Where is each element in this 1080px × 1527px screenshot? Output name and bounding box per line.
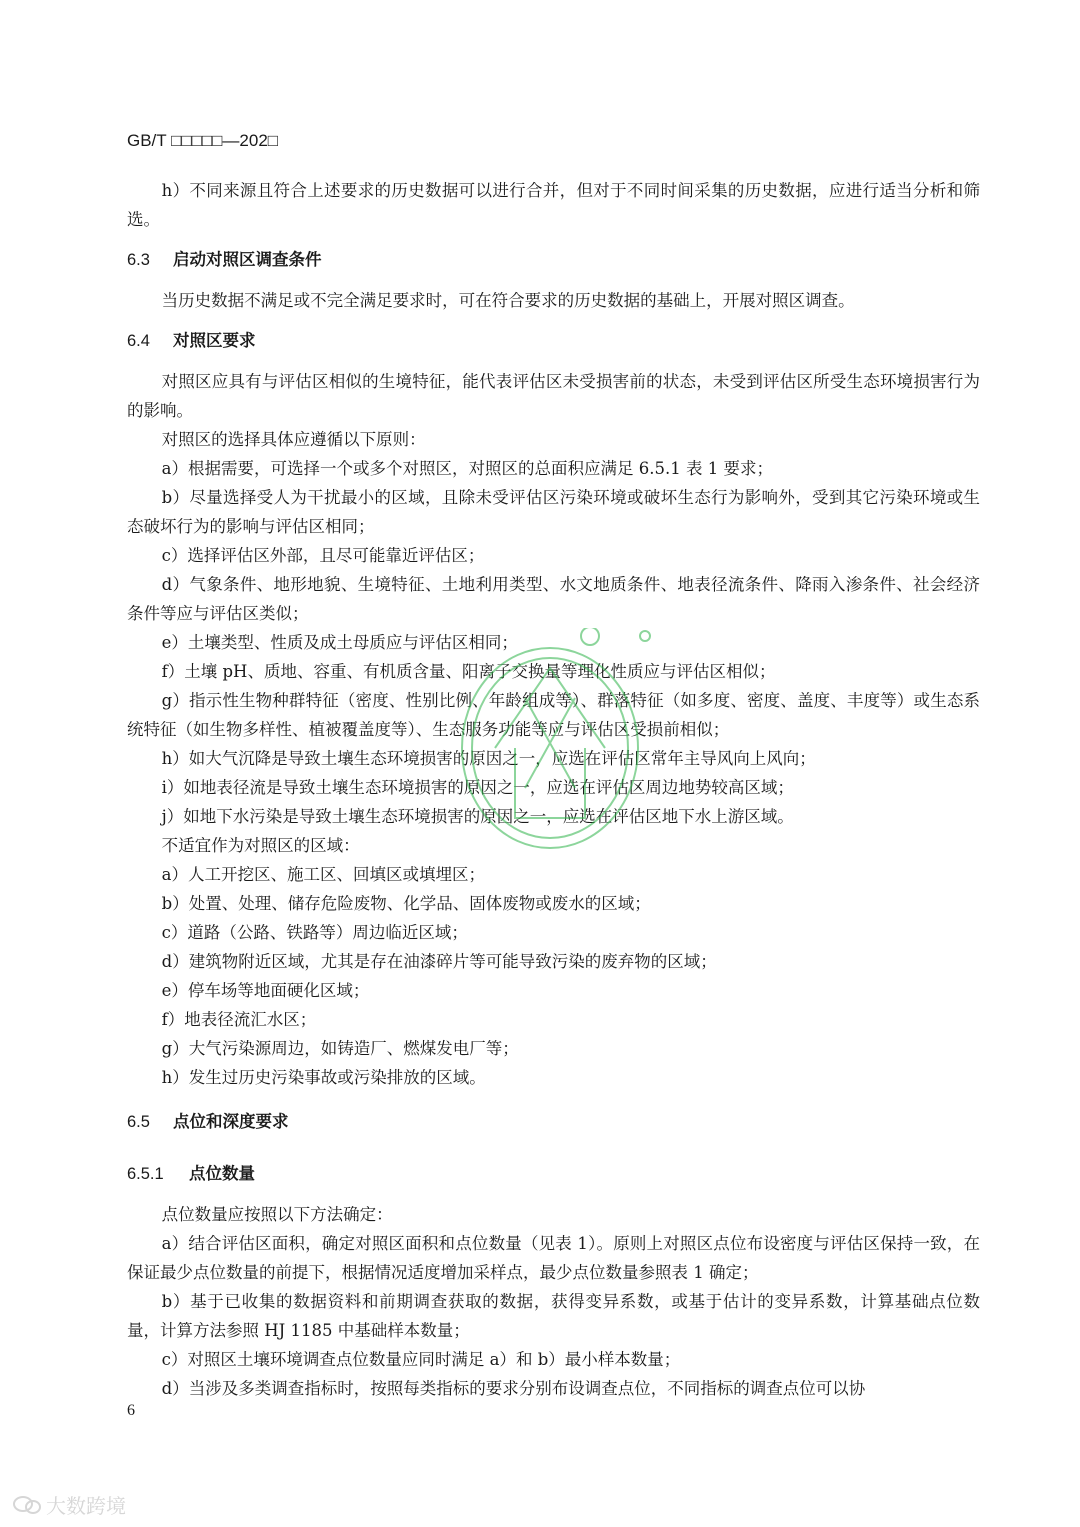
page-body [127,176,980,1403]
chat-bubble-logo-icon [12,1494,42,1516]
list-item: a）人工开挖区、施工区、回填区或填埋区； [161,865,485,884]
list-item: i）如地表径流是导致土壤生态环境损害的原因之一，应选在评估区周边地势较高区域； [161,778,794,797]
watermark-text: 大数跨境 [46,1494,126,1518]
list-item: d）气象条件、地形地貌、生境特征、土地利用类型、水文地质条件、地表径流条件、降雨入渗条件、社会经济条件等应与评估区类似； [127,575,980,623]
page-number: 6 [127,1402,135,1419]
section-6-5-1-heading [127,1159,980,1189]
paragraph-h-merge: h）不同来源且符合上述要求的历史数据可以进行合并，但对于不同时间采集的历史数据，应进行适当分析和筛选。 [127,181,980,229]
watermark [12,1490,126,1519]
section-6-4-intro: 对照区应具有与评估区相似的生境特征，能代表评估区未受损害前的状态，未受到评估区所受生态环境损害行为的影响。 [127,372,980,420]
list-item: b）处置、处理、储存危险废物、化学品、固体废物或废水的区域； [161,894,651,913]
list-item: b）尽量选择受人为干扰最小的区域，且除未受评估区污染环境或破坏生态行为影响外，受到其它污染环境或生态破坏行为的影响与评估区相同； [127,488,980,536]
list-item: f）地表径流汇水区； [161,1010,317,1029]
section-6-4-heading [127,326,980,356]
list-item: d）建筑物附近区域，尤其是存在油漆碎片等可能导致污染的废弃物的区域； [161,952,717,971]
list-item: c）选择评估区外部，且尽可能靠近评估区； [161,546,485,565]
section-6-5-heading [127,1107,980,1137]
section-6-3-heading [127,245,980,275]
section-number: 6.3 [127,251,150,269]
section-title: 点位数量 [189,1164,255,1183]
list-item: j）如地下水污染是导致土壤生态环境损害的原因之一，应选在评估区地下水上游区域。 [161,807,794,826]
section-6-3-body: 当历史数据不满足或不完全满足要求时，可在符合要求的历史数据的基础上，开展对照区调查。 [161,291,855,310]
list-item: e）停车场等地面硬化区域； [161,981,370,1000]
list-item: g）大气污染源周边，如铸造厂、燃煤发电厂等； [161,1039,519,1058]
section-number: 6.4 [127,332,150,350]
section-title: 点位和深度要求 [173,1112,289,1131]
list-item: e）土壤类型、性质及成土母质应与评估区相同； [161,633,518,652]
list-item: f）土壤 pH、质地、容重、有机质含量、阳离子交换量等理化性质应与评估区相似； [161,662,776,681]
list-item: a）结合评估区面积，确定对照区面积和点位数量（见表 1）。原则上对照区点位布设密度与评估区保持一致，在保证最少点位数量的前提下，根据情况适度增加采样点，最少点位数量参照表 1 确定； [127,1234,980,1282]
list-item: b）基于已收集的数据资料和前期调查获取的数据，获得变异系数，或基于估计的变异系数，计算基础点位数量，计算方法参照 HJ 1185 中基础样本数量； [127,1292,980,1340]
standard-code: GB/T □□□□□—202□ [127,131,279,150]
list-item: d）当涉及多类调查指标时，按照每类指标的要求分别布设调查点位，不同指标的调查点位可以协 [161,1379,866,1398]
section-number: 6.5 [127,1113,150,1131]
section-title: 对照区要求 [173,331,256,350]
section-6-5-1-lead: 点位数量应按照以下方法确定： [161,1205,393,1224]
unsuitable-lead: 不适宜作为对照区的区域： [161,836,360,855]
list-item: h）发生过历史污染事故或污染排放的区域。 [161,1068,486,1087]
list-item: c）对照区土壤环境调查点位数量应同时满足 a）和 b）最小样本数量； [161,1350,681,1369]
list-item: g）指示性生物种群特征（密度、性别比例、年龄组成等）、群落特征（如多度、密度、盖度、丰度等）或生态系统特征（如生物多样性、植被覆盖度等）、生态服务功能等应与评估区受损前相似； [127,691,980,739]
list-item: c）道路（公路、铁路等）周边临近区域； [161,923,468,942]
section-title: 启动对照区调查条件 [173,250,322,269]
list-item: h）如大气沉降是导致土壤生态环境损害的原因之一，应选在评估区常年主导风向上风向； [161,749,816,768]
principles-lead: 对照区的选择具体应遵循以下原则： [161,430,426,449]
section-number: 6.5.1 [127,1165,164,1183]
list-item: a）根据需要，可选择一个或多个对照区，对照区的总面积应满足 6.5.1 表 1 要求； [161,459,773,478]
